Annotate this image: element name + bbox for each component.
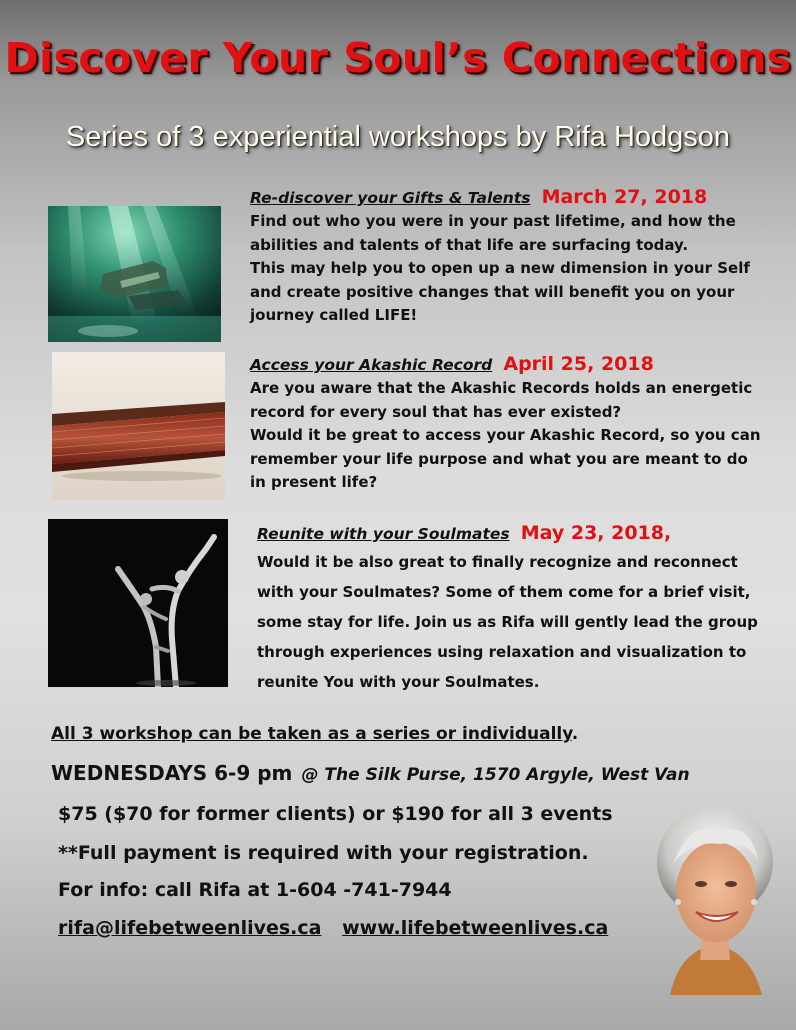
description-line: Find out who you were in your past lifetime, and how the — [250, 212, 736, 230]
workshop-title: Reunite with your Soulmates — [257, 525, 510, 543]
workshop-date: May 23, 2018, — [520, 522, 672, 544]
description-line: journey called LIFE! — [250, 306, 418, 324]
description-line: Would it be great to access your Akashic Record, so you can — [250, 426, 761, 444]
workshop-title: Re-discover your Gifts & Talents — [250, 189, 531, 207]
description-line: and create positive changes that will benefit you on your — [250, 282, 735, 301]
contact-links — [58, 917, 608, 939]
email-link[interactable]: rifa@lifebetweenlives.ca — [58, 917, 322, 939]
workshop-soulmates — [257, 522, 758, 697]
description-line: with your Soulmates? Some of them come for a brief visit, — [257, 583, 751, 601]
day-time: WEDNESDAYS 6-9 pm — [51, 761, 293, 785]
website-link[interactable]: www.lifebetweenlives.ca — [342, 917, 609, 939]
workshop-date: April 25, 2018 — [503, 353, 654, 375]
workshop-akashic-record — [250, 353, 761, 495]
rifa-hodgson-portrait-photo — [650, 800, 780, 995]
workshop-description — [250, 377, 761, 495]
series-note-text: All 3 workshop can be taken as a series or individually — [51, 724, 572, 744]
workshop-description — [250, 210, 750, 328]
description-line: through experiences using relaxation and visualization to — [257, 643, 747, 661]
description-line: This may help you to open up a new dimension in your Self — [250, 259, 750, 277]
series-note — [51, 724, 578, 744]
description-line: in present life? — [250, 473, 378, 491]
description-line: abilities and talents of that life are surfacing today. — [250, 235, 689, 254]
workshop-description — [257, 547, 758, 697]
schedule-line — [51, 761, 690, 785]
workshop-gifts-talents — [250, 186, 750, 328]
description-line: Would it be also great to finally recognize and reconnect — [257, 553, 738, 571]
price-info: $75 ($70 for former clients) or $190 for all 3 events — [58, 803, 613, 825]
dancing-figures-sculpture-photo — [48, 519, 228, 687]
workshop-date: March 27, 2018 — [541, 186, 708, 208]
series-note-end: . — [571, 724, 579, 744]
contact-info: For info: call Rifa at 1-604 -741-7944 — [58, 879, 452, 901]
page-subtitle: Series of 3 experiential workshops by Rifa Hodgson — [65, 121, 731, 153]
underwater-wreck-photo — [48, 206, 221, 342]
old-book-photo — [52, 352, 225, 500]
description-line: Are you aware that the Akashic Records holds an energetic — [250, 379, 753, 397]
workshop-title: Access your Akashic Record — [250, 356, 493, 374]
location: @ The Silk Purse, 1570 Argyle, West Van — [301, 765, 690, 785]
page-title: Discover Your Soul’s Connections — [4, 34, 792, 82]
description-line: reunite You with your Soulmates. — [257, 673, 540, 691]
description-line: remember your life purpose and what you are meant to do — [250, 449, 748, 468]
description-line: record for every soul that has ever existed? — [250, 402, 622, 421]
description-line: some stay for life. Join us as Rifa will gently lead the group — [257, 613, 758, 631]
payment-info: **Full payment is required with your registration. — [58, 842, 589, 864]
